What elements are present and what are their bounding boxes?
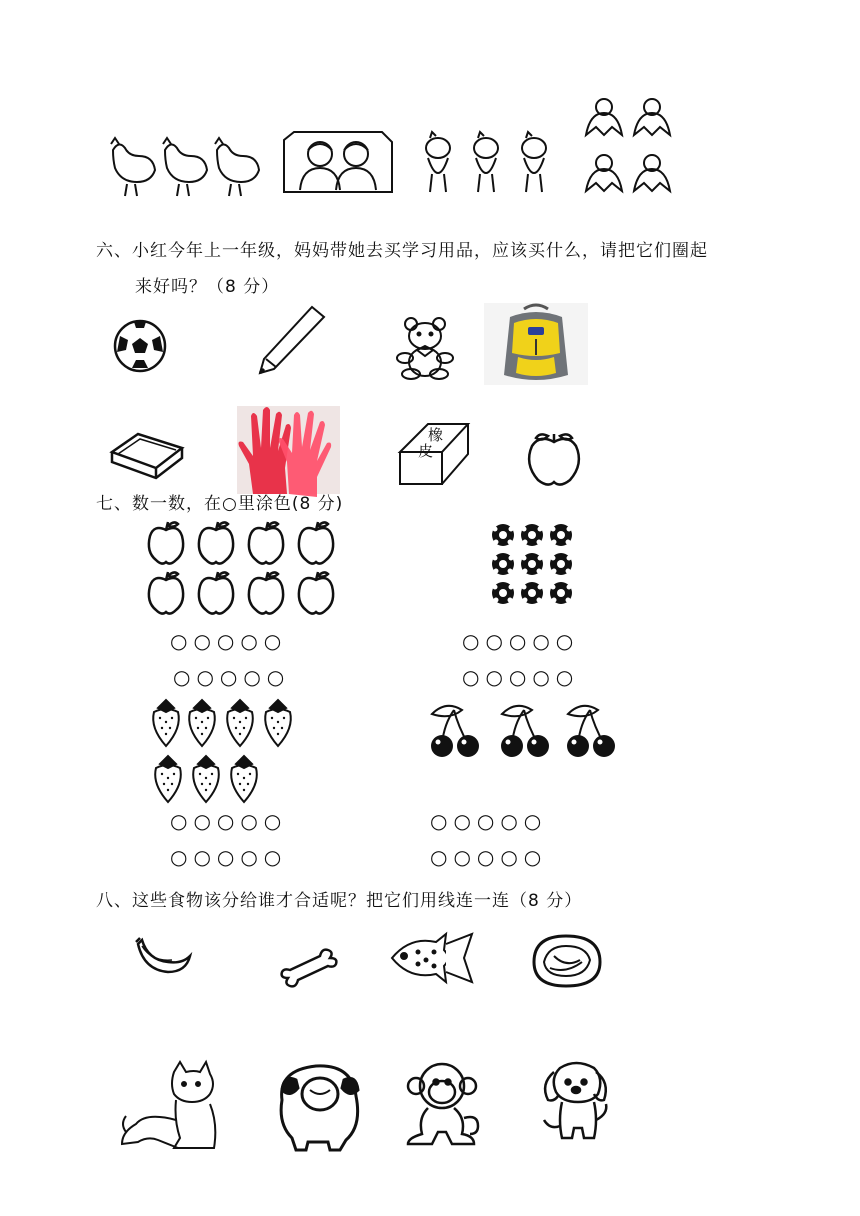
strawberry-icon [153,700,179,746]
q6-title-line2: 来好吗？（8 分） [135,277,280,297]
chicken-icon [163,138,207,196]
apple-icon [149,572,183,614]
cherry-icon [567,706,615,757]
monkey-icon[interactable] [404,1058,484,1150]
cherries-group [428,698,628,760]
soccer-ball-icon[interactable] [112,318,168,374]
ball-icon [550,553,572,575]
birds-picture [584,93,680,197]
pigs-picture [420,132,560,198]
eraser-label-bottom: 皮 [418,442,434,460]
ball-icon [492,582,514,604]
q7-title: 七、数一数，在○里涂色(8 分) [96,494,344,514]
strawberry-icon [265,700,291,746]
pencil-box-icon[interactable] [108,428,186,484]
cat-icon[interactable] [118,1060,218,1152]
pig-icon [522,132,546,192]
circles-balls-row1[interactable]: ○○○○○ [462,629,580,653]
pig-icon [426,132,450,192]
circles-cherries-row2[interactable]: ○○○○○ [430,845,548,869]
strawberry-icon [193,756,219,802]
bird-icon [586,99,622,135]
apple-icon [249,572,283,614]
pig-icon [474,132,498,192]
circles-cherries-row1[interactable]: ○○○○○ [430,809,548,833]
apple-icon [199,572,233,614]
circles-balls-row2[interactable]: ○○○○○ [462,665,580,689]
sheep-icon[interactable] [274,1060,364,1152]
chicken-icon [215,138,259,196]
banana-icon[interactable] [134,934,194,976]
ball-icon [492,553,514,575]
cherry-icon [501,706,549,757]
apple-icon [299,522,333,564]
teddy-bear-icon[interactable] [393,316,459,380]
strawberries-group [146,698,302,806]
strawberry-icon [189,700,215,746]
ball-icon [492,524,514,546]
bird-icon [634,99,670,135]
cherry-icon [431,706,479,757]
eraser-label-top: 橡 [428,426,444,444]
apples-group [146,518,342,614]
circles-strawberries-row2[interactable]: ○○○○○ [170,845,288,869]
circles-strawberries-row1[interactable]: ○○○○○ [170,809,288,833]
pencil-icon[interactable] [250,303,330,377]
ball-icon [521,524,543,546]
children-picture [282,130,394,194]
cabbage-icon[interactable] [526,932,606,990]
ball-icon [550,582,572,604]
circles-apples-row2[interactable]: ○○○○○ [173,665,291,689]
q8-title: 八、这些食物该分给谁才合适呢？把它们用线连一连（8 分） [96,891,583,911]
apple-icon[interactable] [526,430,582,486]
strawberry-icon [227,700,253,746]
ball-icon [521,553,543,575]
q6-title-line1: 六、小红今年上一年级，妈妈带她去买学习用品，应该买什么，请把它们圈起 [96,241,708,261]
fish-icon[interactable] [388,930,476,986]
bird-icon [586,155,622,191]
apple-icon [249,522,283,564]
strawberry-icon [155,756,181,802]
ball-icon [521,582,543,604]
apple-icon [299,572,333,614]
dog-icon[interactable] [540,1060,614,1144]
circles-apples-row1[interactable]: ○○○○○ [170,629,288,653]
ball-icon [550,524,572,546]
bone-icon[interactable] [278,944,338,984]
strawberry-icon [231,756,257,802]
backpack-icon[interactable] [484,303,588,385]
gloves-icon[interactable] [237,406,340,494]
chicken-icon [111,138,155,196]
apple-icon [149,522,183,564]
balls-group [490,522,576,608]
bird-icon [634,155,670,191]
chickens-picture [105,130,260,202]
apple-icon [199,522,233,564]
